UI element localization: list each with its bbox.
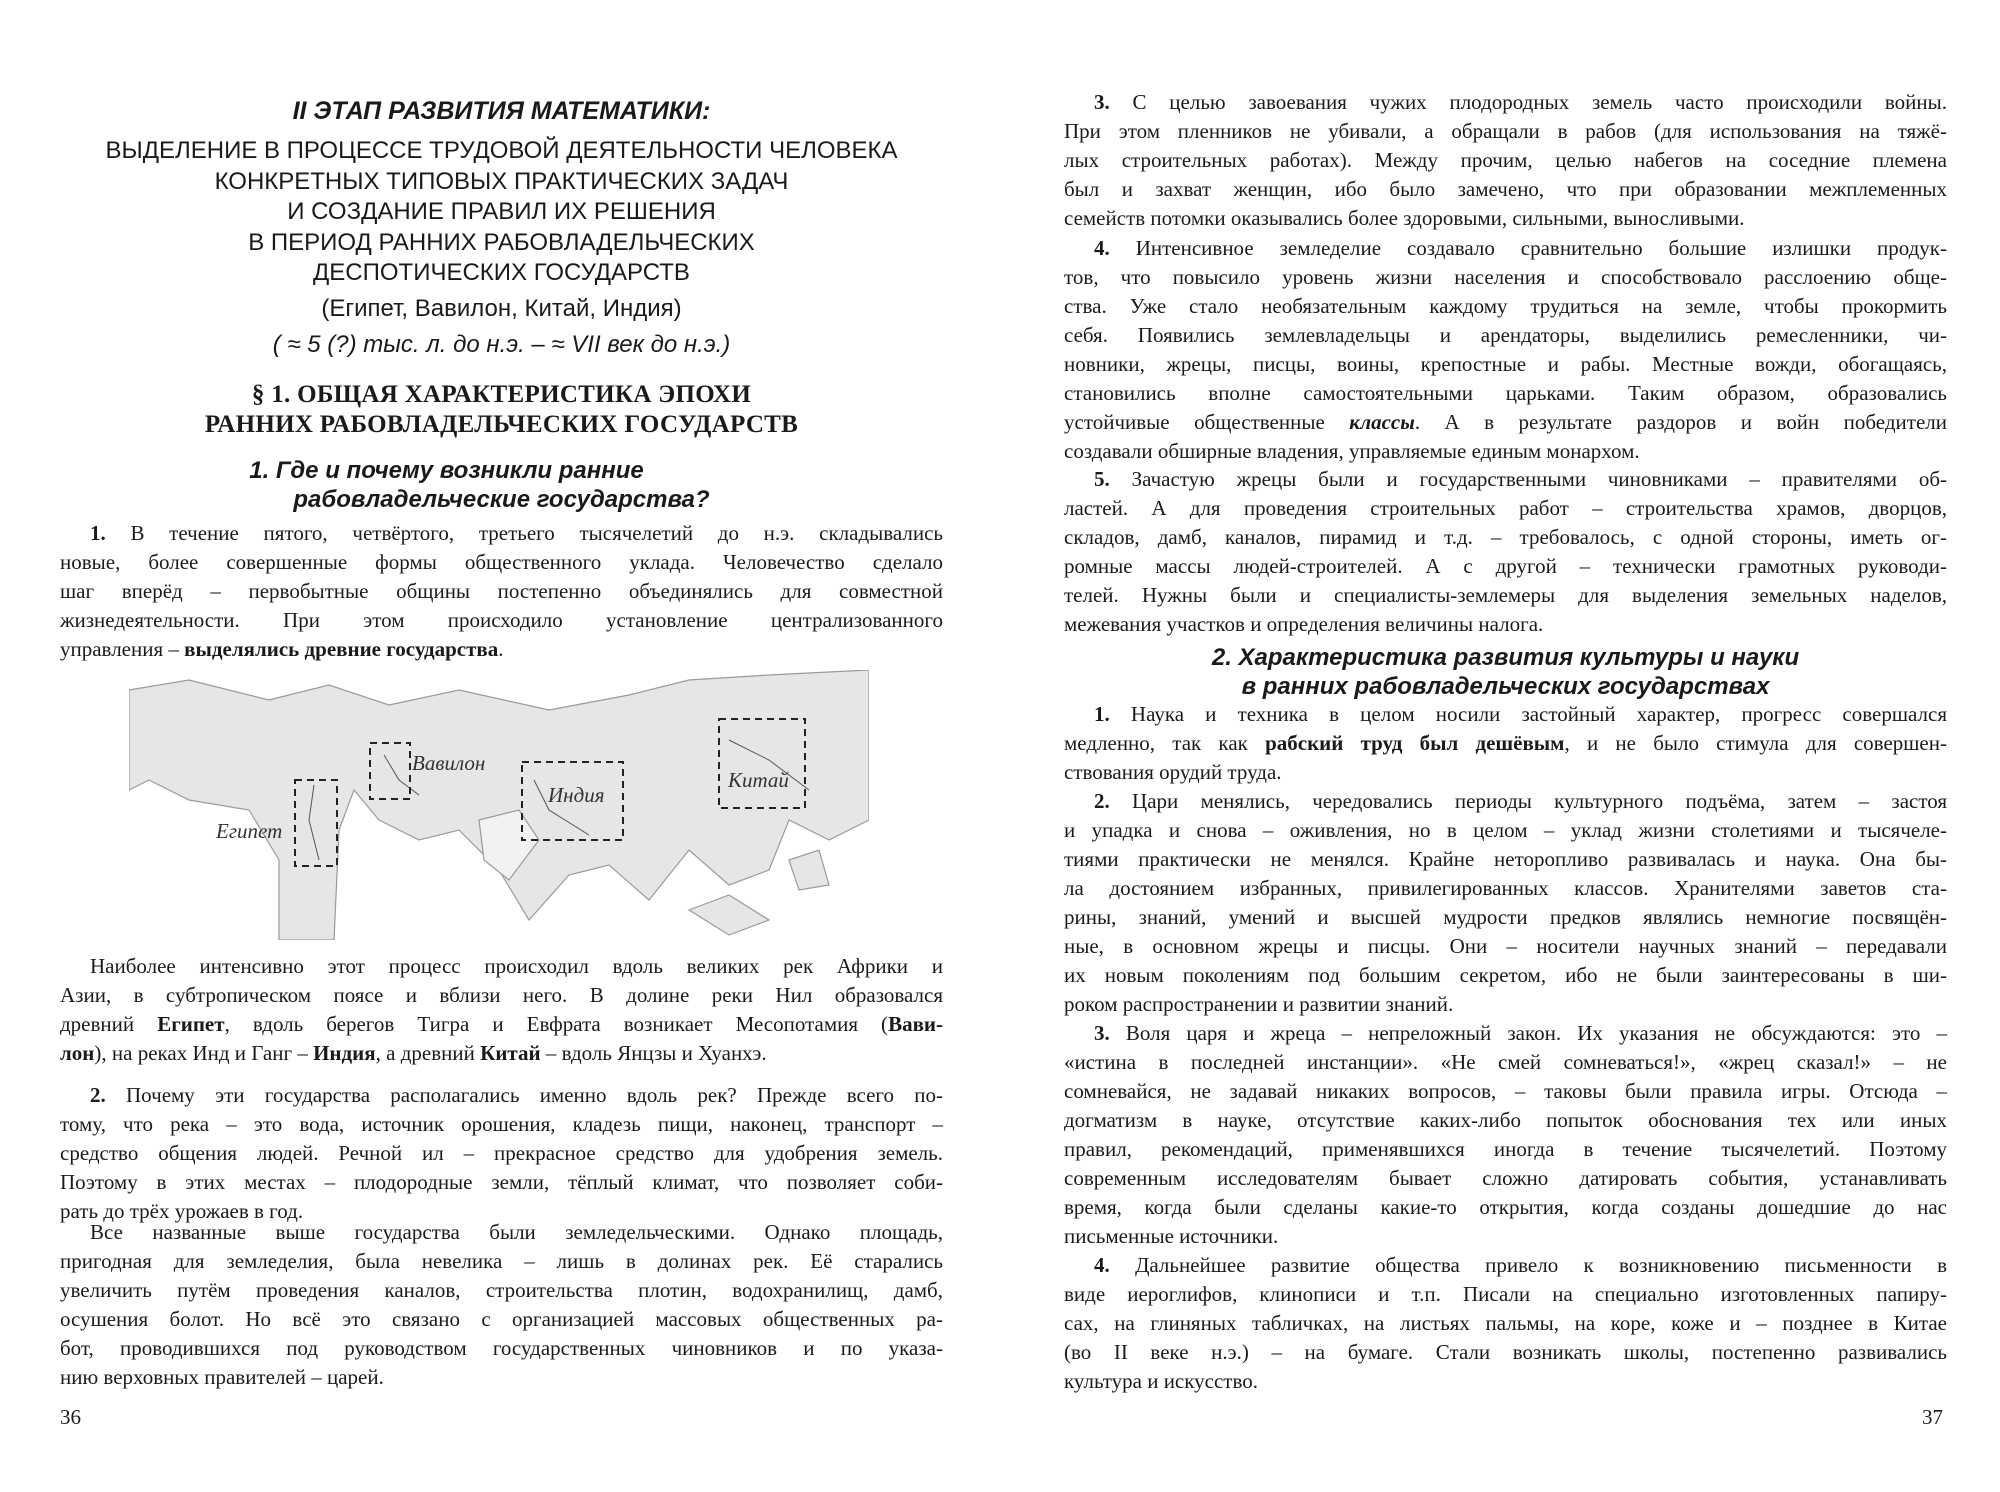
text-line: тому, что река – это вода, источник орошения, кладезь пищи, наконец, транспорт – — [60, 1112, 943, 1136]
text-line — [1064, 729, 1947, 758]
text-line — [1064, 408, 1947, 437]
map-label-babylon: Вавилон — [412, 751, 486, 775]
text-line: ластей. А для проведения строительных работ – строительства храмов, дворцов, — [1064, 496, 1947, 520]
paragraph — [60, 1218, 943, 1392]
map-label-india: Индия — [548, 783, 605, 807]
text-line: средство общения людей. Речной ил – прекрасное средство для удобрения земель. — [60, 1141, 943, 1165]
text-segment: . А в результате раздоров и войн победители — [1414, 410, 1947, 434]
text-segment: медленно, так как — [1064, 731, 1266, 755]
text-line: межевания участков и определения величины налога. — [1064, 612, 1544, 636]
text-line: сах, на глиняных табличках, на листьях пальмы, на коре, коже и – позднее в Китае — [1064, 1311, 1947, 1335]
section-heading-line: в ранних рабовладельческих государствах — [1241, 673, 1770, 700]
text-line: ные, в основном жрецы и писцы. Они – носители научных знаний – передавали — [1064, 934, 1947, 958]
text-line — [60, 1081, 943, 1110]
text-line: пригодная для земледелия, была невелика – лишь в долинах рек. Её старались — [60, 1249, 943, 1273]
text-segment: . — [498, 637, 504, 661]
text-line: шаг вперёд – первобытные общины постепенно объединялись для совместной — [60, 579, 943, 603]
paragraph — [60, 519, 943, 664]
emphasis-text: лон — [60, 1041, 95, 1065]
text-line — [60, 635, 943, 664]
text-line: Все названные выше государства были земледельческими. Однако площадь, — [90, 1220, 943, 1244]
text-line: ства. Уже стало необязательным каждому трудиться на земле, чтобы прокормить — [1064, 294, 1947, 318]
text-line: роком распространении и развитии знаний. — [1064, 992, 1454, 1016]
emphasis-text: 3. — [1094, 90, 1110, 114]
map-ancient-states — [129, 670, 869, 940]
text-line — [1064, 787, 1947, 816]
map-label-egypt: Египет — [216, 819, 283, 843]
section-heading-line: § 1. ОБЩАЯ ХАРАКТЕРИСТИКА ЭПОХИ — [251, 381, 752, 408]
text-line — [60, 1039, 943, 1068]
text-line: письменные источники. — [1064, 1224, 1279, 1248]
emphasis-text: 4. — [1094, 1253, 1110, 1277]
emphasis-text: 5. — [1094, 467, 1110, 491]
text-line: Наиболее интенсивно этот процесс происходил вдоль великих рек Африки и — [90, 954, 943, 978]
countries-line: (Египет, Вавилон, Китай, Индия) — [321, 295, 682, 322]
emphasis-text: Вави- — [888, 1012, 944, 1036]
emphasis-text: рабский труд был дешёвым — [1265, 731, 1565, 755]
text-line: культура и искусство. — [1064, 1369, 1259, 1393]
text-segment: Воля царя и жреца – непреложный закон. Их указания не обсуждаются: это – — [1125, 1021, 1947, 1045]
text-line: современным исследователям бывает сложно датировать события, устанавливать — [1064, 1166, 1947, 1190]
text-line: ромные массы людей-строителей. А с другой – технически грамотных руководи- — [1064, 554, 1947, 578]
text-line: Азии, в субтропическом поясе и вблизи него. В долине реки Нил образовался — [60, 983, 943, 1007]
emphasis-text: 2. — [90, 1083, 106, 1107]
text-segment: древний — [60, 1012, 158, 1036]
text-line: При этом пленников не убивали, а обращали в рабов (для использования на тяжё- — [1064, 119, 1947, 143]
text-segment: Наука и техника в целом носили застойный характер, прогресс совершался — [1130, 702, 1947, 726]
emphasis-text: 3. — [1094, 1021, 1110, 1045]
text-segment: , вдоль берегов Тигра и Евфрата возникает Месопотамия ( — [224, 1012, 889, 1036]
text-line: их новым поколениям под большим секретом, ибо не были заинтересованы в ши- — [1064, 963, 1947, 987]
emphasis-text: Египет — [157, 1012, 225, 1036]
text-segment: Зачастую жрецы были и государственными чиновниками – правителями об- — [1131, 467, 1947, 491]
section-heading — [1064, 643, 1947, 701]
text-line: жизнедеятельности. При этом происходило установление централизованного — [60, 608, 943, 632]
text-line: ла достоянием избранных, привилегированных классов. Хранителями заветов ста- — [1064, 876, 1947, 900]
section-heading — [60, 380, 943, 440]
question-heading-line: рабовладельческие государства? — [293, 486, 710, 513]
emphasis-text: 2. — [1094, 789, 1110, 813]
text-segment: В течение пятого, четвёртого, третьего тысячелетий до н.э. складывались — [130, 521, 944, 545]
text-segment: ), на реках Инд и Ганг – — [94, 1041, 314, 1065]
text-segment: Почему эти государства располагались именно вдоль рек? Прежде всего по- — [126, 1083, 944, 1107]
text-line — [1064, 234, 1947, 263]
emphasis-text: 1. — [90, 521, 106, 545]
emphasis-text: выделялись древние государства — [184, 637, 499, 661]
text-line: сомневайся, не задавай никаких вопросов, – таковы были правила игры. Отсюда – — [1064, 1079, 1947, 1103]
text-line: новники, жрецы, писцы, воины, крепостные и рабы. Местные вожди, обогащаясь, — [1064, 352, 1947, 376]
text-segment: – вдоль Янцзы и Хуанхэ. — [540, 1041, 767, 1065]
page-number: 36 — [60, 1405, 81, 1429]
map-landmass — [129, 670, 869, 940]
subtitle-line: И СОЗДАНИЕ ПРАВИЛ ИХ РЕШЕНИЯ — [287, 198, 716, 225]
text-line: становились вполне самостоятельными царьками. Таким образом, образовались — [1064, 381, 1947, 405]
emphasis-text: Китай — [480, 1041, 541, 1065]
text-segment: , а древний — [375, 1041, 481, 1065]
text-line: осушения болот. Но всё это связано с организацией массовых общественных ра- — [60, 1307, 943, 1331]
text-line: догматизм в науке, отсутствие каких-либо попыток обоснования тех или иных — [1064, 1108, 1947, 1132]
text-line: лых строительных работах). Между прочим, целью набегов на соседние племена — [1064, 148, 1947, 172]
emphasis-text: Индия — [313, 1041, 376, 1065]
paragraph — [1064, 700, 1947, 787]
text-segment: Интенсивное земледелие создавало сравнительно большие излишки продук- — [1135, 236, 1948, 260]
subtitle-line: ДЕСПОТИЧЕСКИХ ГОСУДАРСТВ — [313, 259, 690, 286]
text-line: тов, что повысило уровень жизни населения и способствовало расслоению обще- — [1064, 265, 1947, 289]
text-line: правил, рекомендаций, применявшихся иногда в течение тысячелетий. Поэтому — [1064, 1137, 1947, 1161]
subtitle-line: В ПЕРИОД РАННИХ РАБОВЛАДЕЛЬЧЕСКИХ — [248, 228, 755, 256]
page-number: 37 — [1922, 1405, 1943, 1429]
question-heading — [60, 456, 943, 514]
text-line: (во II веке н.э.) – на бумаге. Стали возникать школы, постепенно развивались — [1064, 1340, 1947, 1364]
text-line: телей. Нужны были и специалисты-землемеры для выделения земельных наделов, — [1064, 583, 1947, 607]
text-line — [1064, 465, 1947, 494]
text-line: и упадка и снова – оживления, но в целом – уклад жизни столетиями и тысячеле- — [1064, 818, 1947, 842]
text-segment: устойчивые общественные — [1064, 410, 1350, 434]
text-line: увеличить путём проведения каналов, строительства плотин, водохранилищ, дамб, — [60, 1278, 943, 1302]
text-line: тиями практически не менялся. Крайне неторопливо развивалась и наука. Она бы- — [1064, 847, 1947, 871]
text-line: складов, дамб, каналов, пирамид и т.д. – требовалось, с одной стороны, иметь ог- — [1064, 525, 1947, 549]
text-line: нию верховных правителей – царей. — [60, 1365, 384, 1389]
text-line: семейств потомки оказывались более здоровыми, сильными, выносливыми. — [1064, 206, 1745, 230]
section-heading-line: 2. Характеристика развития культуры и науки — [1211, 644, 1800, 671]
text-line: «истина в последней инстанции». «Не смей сомневаться!», «жрец сказал!» – не — [1064, 1050, 1947, 1074]
subtitle-line: ВЫДЕЛЕНИЕ В ПРОЦЕССЕ ТРУДОВОЙ ДЕЯТЕЛЬНОСТИ ЧЕЛОВЕКА — [105, 137, 898, 164]
paragraph — [1064, 787, 1947, 1019]
text-line — [60, 1010, 943, 1039]
question-heading-line: 1. Где и почему возникли ранние — [249, 457, 644, 484]
paragraph — [1064, 465, 1947, 639]
emphasis-text: 1. — [1094, 702, 1110, 726]
paragraph — [1064, 88, 1947, 233]
paragraph — [60, 1081, 943, 1226]
text-line: был и захват женщин, ибо было замечено, что при образовании межплеменных — [1064, 177, 1947, 201]
paragraph — [1064, 1251, 1947, 1396]
text-line: новые, более совершенные формы общественного уклада. Человечество сделало — [60, 550, 943, 574]
text-line: Поэтому в этих местах – плодородные земли, тёплый климат, что позволяет соби- — [60, 1170, 943, 1194]
text-line — [60, 519, 943, 548]
map-label-china: Китай — [728, 768, 789, 792]
text-line: себя. Появились землевладельцы и арендаторы, выделились ремесленники, чи- — [1064, 323, 1947, 347]
text-line: бот, проводившихся под руководством государственных чиновников и по указа- — [60, 1336, 943, 1360]
text-segment: Цари менялись, чередовались периоды культурного подъёма, затем – застоя — [1132, 789, 1948, 813]
text-line — [1064, 88, 1947, 117]
text-line: виде иероглифов, клинописи и т.п. Писали на специально изготовленных папиру- — [1064, 1282, 1947, 1306]
text-line: ствования орудий труда. — [1064, 760, 1282, 784]
dates-line: ( ≈ 5 (?) тыс. л. до н.э. – ≈ VII век до н.э.) — [272, 331, 731, 358]
text-line — [1064, 700, 1947, 729]
text-line — [1064, 1019, 1947, 1048]
text-segment: управления – — [60, 637, 185, 661]
text-line: время, когда были сделаны какие-то открытия, когда созданы дошедшие до нас — [1064, 1195, 1947, 1219]
section-heading-line: РАННИХ РАБОВЛАДЕЛЬЧЕСКИХ ГОСУДАРСТВ — [204, 411, 799, 438]
text-segment: Дальнейшее развитие общества привело к возникновению письменности в — [1135, 1253, 1947, 1277]
paragraph — [1064, 1019, 1947, 1251]
text-line: рины, знаний, умений и высшей мудрости предков являлись немногие посвящён- — [1064, 905, 1947, 929]
text-line: рать до трёх урожаев в год. — [60, 1199, 304, 1223]
chapter-title: II ЭТАП РАЗВИТИЯ МАТЕМАТИКИ: — [292, 97, 711, 125]
emphasis-text: 4. — [1094, 236, 1110, 260]
paragraph — [1064, 234, 1947, 466]
emphasis-text: классы — [1349, 410, 1415, 434]
chapter-subtitle — [60, 136, 943, 289]
text-line: создавали обширные владения, управляемые единым монархом. — [1064, 439, 1640, 463]
paragraph — [60, 952, 943, 1068]
text-segment: , и не было стимула для совершен- — [1564, 731, 1947, 755]
subtitle-line: КОНКРЕТНЫХ ТИПОВЫХ ПРАКТИЧЕСКИХ ЗАДАЧ — [214, 167, 789, 195]
text-line — [1064, 1251, 1947, 1280]
text-segment: С целью завоевания чужих плодородных земель часто происходили войны. — [1132, 90, 1947, 114]
